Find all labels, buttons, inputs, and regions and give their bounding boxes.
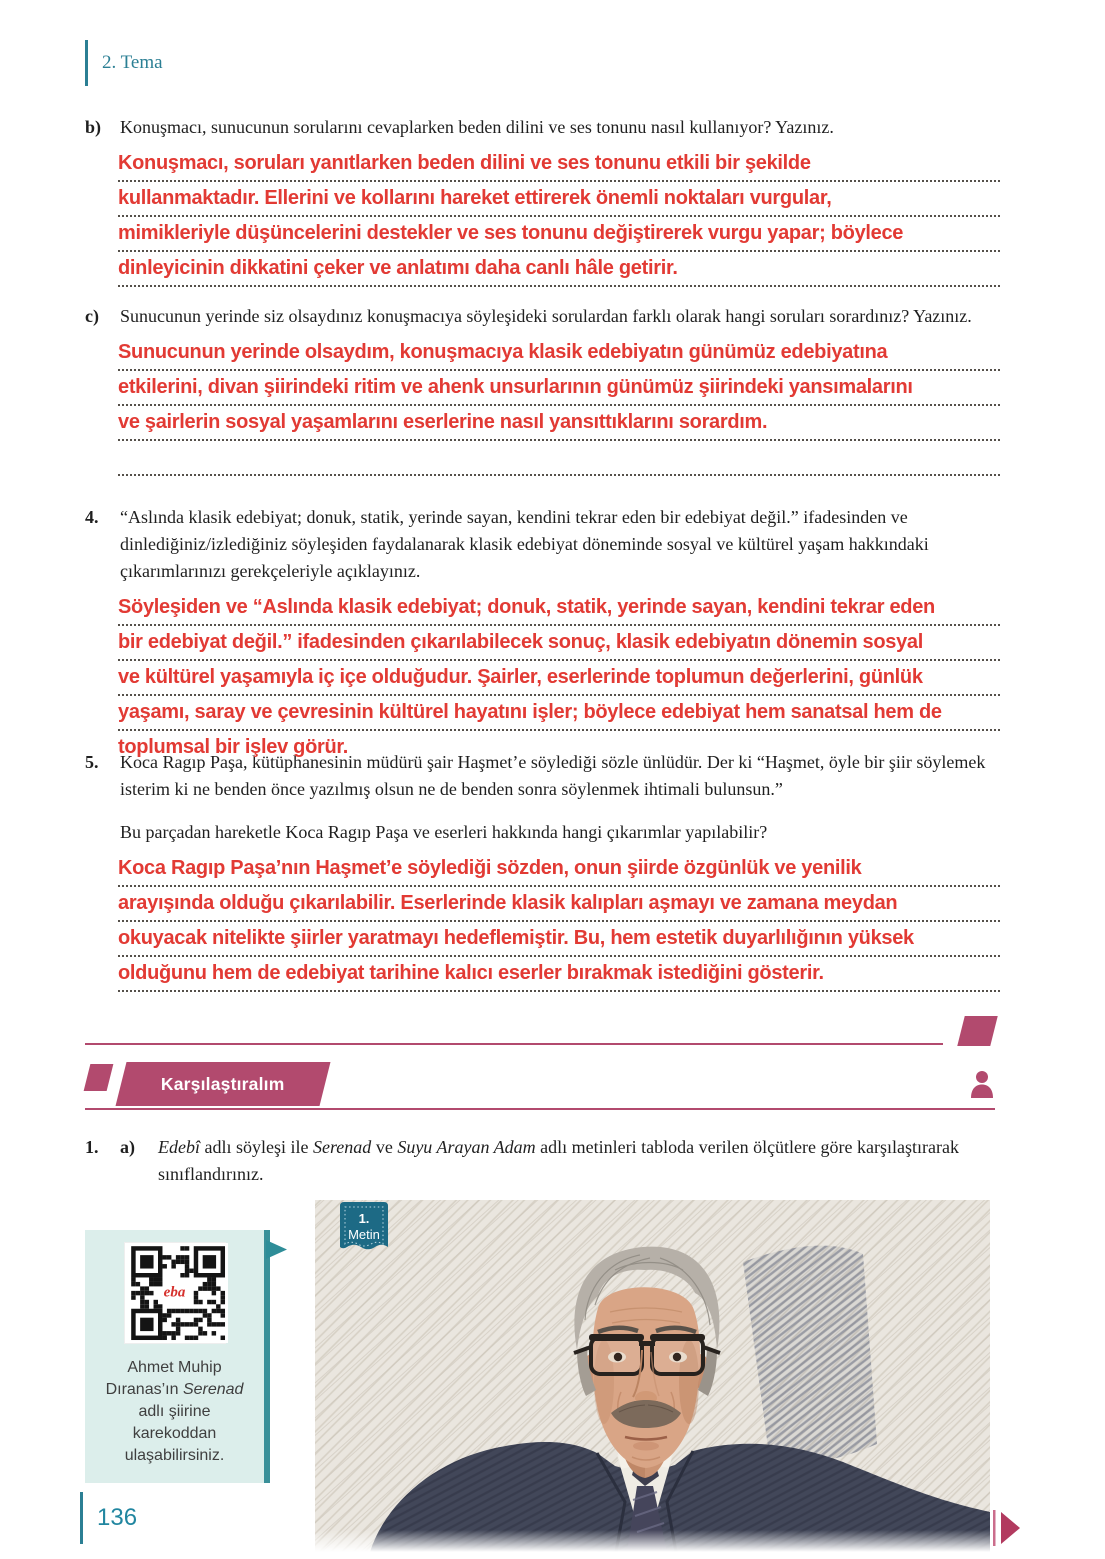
question-c [85,303,1000,330]
qr-column [85,1230,270,1483]
answer-blank-line [118,441,1000,476]
answer-line: Koca Ragıp Paşa’nın Haşmet’e söylediği sözden, onun şiirde özgünlük ve yenilik [118,852,1000,887]
theme-header [85,40,1000,86]
answer-line: Konuşmacı, soruları yanıtlarken beden dilini ve ses tonunu etkili bir şekilde [118,147,1000,182]
question-b-label: b) [85,117,102,137]
question-5-text: Koca Ragıp Paşa, kütüphanesinin müdürü şair Haşmet’e söylediği sözle ünlüdür. Der ki “Haşmet, öyle bir şiir söylemek isterim ki ne benden önce yazılmış olsun ne de benden sonra söylenmek ihtimali bulunsun.” [120,752,986,799]
metin-badge-number: 1. [358,1211,370,1226]
page-content [85,0,1000,1552]
divider-parallelogram [957,1016,997,1046]
metin-1-badge [337,1200,391,1263]
answer-line: toplumsal bir işlev görür. [118,736,349,758]
title-serenad: Serenad [312,1137,372,1157]
answer-line: mimikleriyle düşüncelerini destekler ve ses tonunu değiştirerek vurgu yapar; böylece [118,217,1000,252]
qr-box [85,1230,270,1483]
question-5-followup: Bu parçadan hareketle Koca Ragıp Paşa ve eserleri hakkında hangi çıkarımlar yapılabilir? [120,822,768,842]
question-c-text: Sunucunun yerinde siz olsaydınız konuşmacıya söyleşideki sorulardan farklı olarak hangi soruları sorardınız? Yazınız. [120,306,972,326]
question-5 [85,749,1000,803]
section-banner [116,1062,331,1106]
question-5-label: 5. [85,752,99,772]
section-banner-label: Karşılaştıralım [161,1073,285,1094]
question-1a [85,1134,1000,1188]
answer-line: Söyleşiden ve “Aslında klasik edebiyat; donuk, statik, yerinde sayan, kendini tekrar eden [118,591,1000,626]
metin-badge-word: Metin [348,1227,380,1242]
answer-line: olduğunu hem de edebiyat tarihine kalıcı eserler bırakmak istediğini gösterir. [118,957,1000,992]
question-1a-text-part: adlı metinleri tabloda verilen ölçütlere göre karşılaştırarak sınıflandırınız. [158,1137,959,1184]
question-1a-text-part: ve [371,1137,398,1157]
person-icon [969,1070,995,1103]
qr-caption-serenad: Serenad [182,1381,244,1398]
answer-line: kullanmaktadır. Ellerini ve kollarını hareket ettirerek önemli noktaları vurgular, [118,182,1000,217]
question-b [85,114,1000,141]
question-1-number: 1. [85,1137,99,1157]
qr-pointer-arrow-icon [266,1240,288,1265]
page-number-text: 136 [97,1504,138,1531]
answer-line: etkilerini, divan şiirindeki ritim ve ahenk unsurlarının günümüz şiirindeki yansımalarını [118,371,1000,406]
answer-line: Sunucunun yerinde olsaydım, konuşmacıya klasik edebiyatın günümüz edebiyatına [118,336,1000,371]
question-c-label: c) [85,306,99,326]
question-1a-text [158,1134,998,1188]
answer-b [118,147,1000,287]
continue-arrow-icon [993,1510,1021,1551]
question-b-text: Konuşmacı, sunucunun sorularını cevaplarken beden dilini ve ses tonunu nasıl kullanıyor? Yazınız. [120,117,834,137]
qr-caption [96,1357,254,1467]
answer-line: okuyacak nitelikte şiirler yaratmayı hedeflemiştir. Bu, hem estetik duyarlılığının yüksek [118,922,1000,957]
qr-caption-part: Ahmet Muhip Dıranas’ın [105,1359,222,1398]
divider-line [85,1043,943,1045]
answer-line: yaşamı, saray ve çevresinin kültürel hayatını işler; böylece edebiyat hem sanatsal hem de [118,696,1000,731]
theme-title: 2. Tema [102,52,163,73]
section-banner-row [85,1062,995,1110]
answer-5 [118,852,1000,992]
eba-logo: eba [161,1285,189,1302]
title-edebi: Edebî [158,1137,200,1157]
answer-line: ve kültürel yaşamıyla iç içe olduğudur. Şairler, eserlerinde toplumun değerlerini, günlük [118,661,1000,696]
theme-accent-bar [85,40,88,86]
question-4 [85,504,1000,585]
page-number [80,1492,137,1544]
qr-caption-part: adlı şiirine karekoddan ulaşabilirsiniz. [124,1403,225,1464]
answer-c [118,336,1000,476]
text-1-image [315,1200,990,1552]
answer-line: ve şairlerin sosyal yaşamlarını eserlerine nasıl yansıttıklarını sorardım. [118,406,1000,441]
question-4-label: 4. [85,507,99,527]
portrait-illustration [315,1200,990,1552]
qr-card [125,1243,225,1343]
title-suyu-arayan-adam: Suyu Arayan Adam [397,1137,536,1157]
page-number-accent-bar [80,1492,83,1544]
question-1a-text-part: adlı söyleşi ile [200,1137,313,1157]
media-row [85,1200,1000,1552]
question-4-text: “Aslında klasik edebiyat; donuk, statik, yerinde sayan, kendini tekrar eden bir edebiyat değil.” ifadesinden ve dinlediğiniz/izlediğiniz söyleşiden faydalanarak klasik edebiyat döneminde sosyal ve kültürel yaşam hakkındaki çıkarımlarınızı gerekçeleriyle açıklayınız. [120,507,929,581]
answer-line: dinleyicinin dikkatini çeker ve anlatımı daha canlı hâle getirir. [118,252,1000,287]
banner-lead-parallelogram [84,1064,114,1091]
answer-line: arayışında olduğu çıkarılabilir. Eserlerinde klasik kalıpları aşmayı ve zamana meydan [118,887,1000,922]
section-divider [85,1016,995,1050]
question-1a-letter: a) [120,1137,135,1157]
answer-4 [118,591,1000,764]
answer-line: bir edebiyat değil.” ifadesinden çıkarılabilecek sonuç, klasik edebiyatın dönemin sosyal [118,626,1000,661]
